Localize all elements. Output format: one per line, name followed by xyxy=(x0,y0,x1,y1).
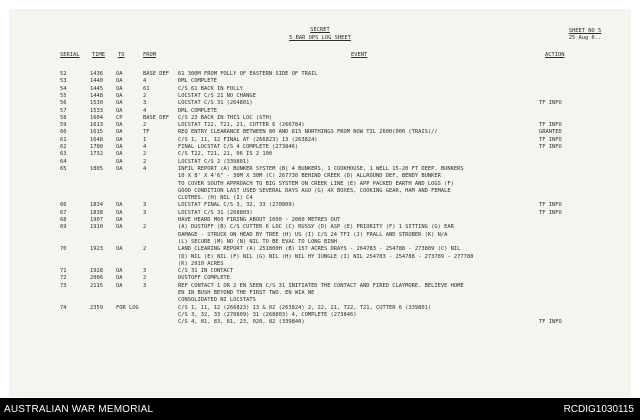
from-cell: 61 xyxy=(143,85,150,92)
action-cell: TF INFO xyxy=(539,202,562,209)
event-cell: INFIL REPORT (A) BUNKER SYSTEM (B) 4 BUNKERS, 1 COOKHOUSE, 1 WELL 15-20 FT DEEP. BUNKERS xyxy=(178,165,464,172)
time-cell: 1732 xyxy=(90,151,103,158)
event-cell: LOCSTAT C/S 31 (264801) xyxy=(178,100,253,107)
time-cell: 1910 xyxy=(90,224,103,231)
event-cell: HAVE HEARD M60 FIRING ABOUT 1000 - 2000 METRES OUT xyxy=(178,217,341,223)
log-row xyxy=(9,71,631,78)
to-cell: OA xyxy=(116,78,123,85)
to-cell: OA xyxy=(116,92,123,99)
log-row xyxy=(9,305,631,312)
to-cell: OA xyxy=(116,129,123,136)
action-cell: TF INFO xyxy=(539,209,562,216)
event-cell: C/S 3, 32, 33 (270809) 31 (268803) 4, COMPLETE (273846) xyxy=(178,311,357,318)
time-cell: 1838 xyxy=(90,209,103,216)
serial-cell: 74 xyxy=(60,304,67,311)
log-row xyxy=(9,275,631,282)
event-cell: LOCSTAT C/S 21 NO CHANGE xyxy=(178,92,256,99)
serial-cell: 59 xyxy=(60,122,67,129)
serial-cell: 58 xyxy=(60,114,67,121)
event-cell: LOCSTAT FINAL C/S 3, 32, 33 (270809) xyxy=(178,202,295,209)
log-row xyxy=(9,239,631,246)
log-row xyxy=(9,166,631,173)
from-cell: 3 xyxy=(143,202,147,209)
from-cell: 2 xyxy=(143,122,147,129)
time-cell: 1907 xyxy=(90,217,103,223)
serial-cell: 65 xyxy=(60,165,67,172)
serial-cell: 72 xyxy=(60,275,67,282)
event-cell: LOCSTAT C/S 2 (339801) xyxy=(178,158,250,165)
action-cell: TF INFO xyxy=(539,144,562,150)
event-cell: DUSTOFF COMPLETE xyxy=(178,275,230,282)
time-cell: 1448 xyxy=(90,92,103,99)
to-cell: OA xyxy=(116,136,123,143)
sheet-info xyxy=(549,28,621,42)
column-header-action: ACTION xyxy=(545,52,565,58)
to-cell: OA xyxy=(116,224,123,231)
from-cell: 2 xyxy=(143,158,147,165)
archive-footer xyxy=(0,398,640,420)
event-cell: (D) NIL (E) NIL (F) NIL (G) NIL (H) NIL HY JUNGLE (I) NIL 254783 - 254788 - 273789 - 277788 xyxy=(178,253,474,260)
event-cell: TO COVER SOUTH APPROACH TO BIG SYSTEM ON CREEK LINE (E) APP PACKED EARTH AND LOGS (F) xyxy=(178,180,454,187)
log-row xyxy=(9,188,631,195)
serial-cell: 70 xyxy=(60,246,67,253)
to-cell: OA xyxy=(116,107,123,114)
to-cell: OA xyxy=(116,282,123,289)
classification-heading: SECRET xyxy=(310,27,330,33)
event-cell: LOCSTAT C/S 31 (268803) xyxy=(178,209,253,216)
event-cell: CLOTHES. (H) NIL (I) C4 xyxy=(178,195,253,202)
time-cell: 1530 xyxy=(90,100,103,107)
to-cell: OA xyxy=(116,71,123,77)
from-cell: TF xyxy=(143,129,150,136)
time-cell: 1928 xyxy=(90,268,103,275)
from-cell: 1 xyxy=(143,136,147,143)
serial-cell: 69 xyxy=(60,224,67,231)
log-row xyxy=(9,268,631,275)
from-cell: BASE DEF xyxy=(143,71,169,77)
to-cell: OA xyxy=(116,202,123,209)
log-row xyxy=(9,283,631,290)
to-cell: CP xyxy=(116,114,123,121)
log-row xyxy=(9,254,631,261)
event-cell: C/S 23 BACK IN THIS LOC (STH) xyxy=(178,114,273,121)
event-cell: C/S T22, T21, 21, 06 IS 2 100 xyxy=(178,151,273,158)
event-cell: REQ ENTRY CLEARANCE BETWEEN 80 AND 815 NORTHINGS FROM NOW TIL 2600(000 (TRAIS)// xyxy=(178,129,438,136)
time-cell: 1533 xyxy=(90,107,103,114)
document-page xyxy=(9,9,631,397)
sheet-number: SHEET NO 5 xyxy=(568,28,602,34)
to-cell: OA xyxy=(116,158,123,165)
serial-cell: 66 xyxy=(60,202,67,209)
log-row xyxy=(9,312,631,319)
event-cell: C/S 61 BACK IN FOLLY xyxy=(178,85,243,92)
time-cell: 2359 xyxy=(90,304,103,311)
log-row xyxy=(9,78,631,85)
time-cell: 1700 xyxy=(90,144,103,150)
from-cell: 4 xyxy=(143,107,147,114)
time-cell: 2115 xyxy=(90,282,103,289)
log-row xyxy=(9,181,631,188)
log-row xyxy=(9,144,631,151)
event-cell: LAND CLEARING REPORT (A) 251800H (B) 157 ACRES DRAYS - 264783 - 254788 - 273809 (C) NIL xyxy=(178,246,461,253)
event-cell: (K) 2910 ACRES xyxy=(178,260,224,267)
event-cell: LOCSTAT T22, T21, 21, CUTTER 6 (266784) xyxy=(178,122,305,129)
serial-cell: 67 xyxy=(60,209,67,216)
event-cell: C/S 31 IN CONTACT xyxy=(178,268,234,275)
serial-cell: 57 xyxy=(60,107,67,114)
action-cell: TF INFO xyxy=(539,122,562,129)
from-cell: 2 xyxy=(143,92,147,99)
sheet-date: 25 Aug 6.. xyxy=(568,35,602,41)
log-row xyxy=(9,122,631,129)
log-title: 5 BAR OPS LOG SHEET xyxy=(289,35,351,41)
serial-cell: 62 xyxy=(60,144,67,150)
log-row xyxy=(9,159,631,166)
from-cell: 3 xyxy=(143,209,147,216)
to-cell: OA xyxy=(116,151,123,158)
time-cell: 1805 xyxy=(90,165,103,172)
action-cell: TF INFO xyxy=(539,100,562,107)
from-cell: 4 xyxy=(143,78,147,85)
column-header-to: TO xyxy=(118,52,125,58)
time-cell: 1923 xyxy=(90,246,103,253)
serial-cell: 68 xyxy=(60,217,67,223)
log-row xyxy=(9,297,631,304)
log-row xyxy=(9,224,631,231)
event-cell: EN IN BUSH BEYOND THE FIRST TWO. EN WIA NE xyxy=(178,290,315,296)
action-cell: GRANTED xyxy=(539,129,562,136)
event-cell: GOOD CONDITION LAST USED SEVERAL DAYS AGO (G) 4X BOXES, COOKING GEAR, HAM AND FEMALE xyxy=(178,187,451,194)
time-cell: 1604 xyxy=(90,114,103,121)
to-cell: OA xyxy=(116,217,123,223)
serial-cell: 52 xyxy=(60,71,67,77)
from-cell: 4 xyxy=(143,165,147,172)
to-cell: OA xyxy=(116,122,123,129)
event-cell: REF CONTACT 1 OR 2 EN SEEN C/S 31 INITIATED THE CONTACT AND FIRED CLAYMORE. BELIEVE HOME xyxy=(178,282,464,289)
log-row xyxy=(9,151,631,158)
to-cell: OA xyxy=(116,268,123,275)
serial-cell: 71 xyxy=(60,268,67,275)
from-cell: 2 xyxy=(143,224,147,231)
action-cell: TF INFO xyxy=(539,319,562,326)
event-cell: 61 300M FROM FOLLY OF EASTERN SIDE OF TRAIL xyxy=(178,71,318,77)
action-cell: TF INFO xyxy=(539,136,562,143)
to-cell: OA xyxy=(116,209,123,216)
log-row xyxy=(9,100,631,107)
serial-cell: 64 xyxy=(60,158,67,165)
serial-cell: 73 xyxy=(60,282,67,289)
from-cell: BASE DEF xyxy=(143,114,169,121)
column-header-event: EVENT xyxy=(351,52,368,58)
time-cell: 1648 xyxy=(90,136,103,143)
log-row xyxy=(9,210,631,217)
column-header-from: FROM xyxy=(143,52,156,58)
log-row xyxy=(9,232,631,239)
serial-cell: 54 xyxy=(60,85,67,92)
serial-cell: 55 xyxy=(60,92,67,99)
log-row xyxy=(9,290,631,297)
from-cell: 3 xyxy=(143,268,147,275)
log-row xyxy=(9,86,631,93)
event-cell: FINAL LOCSTAT C/S 4 COMPLETE (273846) xyxy=(178,144,299,150)
serial-cell: 56 xyxy=(60,100,67,107)
from-cell: 3 xyxy=(143,282,147,289)
log-row xyxy=(9,173,631,180)
time-cell: 1613 xyxy=(90,122,103,129)
log-row xyxy=(9,93,631,100)
from-cell: 2 xyxy=(143,275,147,282)
serial-cell: 63 xyxy=(60,151,67,158)
time-cell: 1436 xyxy=(90,71,103,77)
time-cell: 1440 xyxy=(90,78,103,85)
time-cell: 1445 xyxy=(90,85,103,92)
log-row xyxy=(9,115,631,122)
event-cell: DML COMPLETE xyxy=(178,107,217,114)
column-header-time: TIME xyxy=(92,52,105,58)
event-cell: CONSOLIDATED NI LOCSTATS xyxy=(178,297,256,304)
archive-name: AUSTRALIAN WAR MEMORIAL xyxy=(4,404,154,415)
to-cell: OA xyxy=(116,165,123,172)
serial-cell: 53 xyxy=(60,78,67,85)
time-cell: 2006 xyxy=(90,275,103,282)
to-cell: OA xyxy=(116,85,123,92)
time-cell: 1834 xyxy=(90,202,103,209)
to-cell: OA xyxy=(116,246,123,253)
log-row xyxy=(9,129,631,136)
event-cell: C/S 4, 81, 83, 81, 23, 020, 82 (339840) xyxy=(178,319,305,326)
event-cell: DML COMPLETE xyxy=(178,78,217,85)
log-row xyxy=(9,246,631,253)
log-row xyxy=(9,137,631,144)
serial-cell: 61 xyxy=(60,136,67,143)
to-cell: OA xyxy=(116,275,123,282)
from-cell: 2 xyxy=(143,246,147,253)
event-cell: C/S 1, 11, 12 FINAL AT (266823) 13 (263824) xyxy=(178,136,318,143)
log-row xyxy=(9,195,631,202)
from-cell: 2 xyxy=(143,151,147,158)
from-cell: 4 xyxy=(143,144,147,150)
log-sheet xyxy=(9,9,631,397)
event-cell: 10 X 8' X 4'6" - 30M X 30M (C) 267730 BEHIND CREEK (D) ALLROUND DEF, BENDY BUNKER xyxy=(178,173,441,180)
to-cell: OA xyxy=(116,144,123,150)
column-header-serial: SERIAL xyxy=(60,52,80,58)
log-row xyxy=(9,202,631,209)
log-row xyxy=(9,217,631,224)
event-cell: DAMAGE - STRUCK ON HEAD BY TREE (H) US (I) C/S 24 TFI (J) FRALL AND STROBER (K) N/A xyxy=(178,231,448,238)
serial-cell: 60 xyxy=(60,129,67,136)
event-cell: (A) DUSTOFF (B) C/S CUTTER 6 LOC (C) RUSSY (D) ASP (E) PRIORITY (F) 1 SITTING (G) EAR xyxy=(178,224,454,231)
log-row xyxy=(9,319,631,326)
to-cell: OA xyxy=(116,100,123,107)
log-row xyxy=(9,261,631,268)
event-cell: C/S 1, 11, 12 (266823) 13 & 02 (263824) 2, 22, 21, T22, T21, CUTTER 6 (339801) xyxy=(178,304,432,311)
from-cell: 3 xyxy=(143,100,147,107)
to-cell: FOR LOG xyxy=(116,304,139,311)
event-cell: (L) SECURE (M) NO (N) NIL TO BE EVAC TO LONG BINH xyxy=(178,238,338,245)
log-row xyxy=(9,108,631,115)
record-id: RCDIG1030115 xyxy=(563,404,634,415)
time-cell: 1615 xyxy=(90,129,103,136)
